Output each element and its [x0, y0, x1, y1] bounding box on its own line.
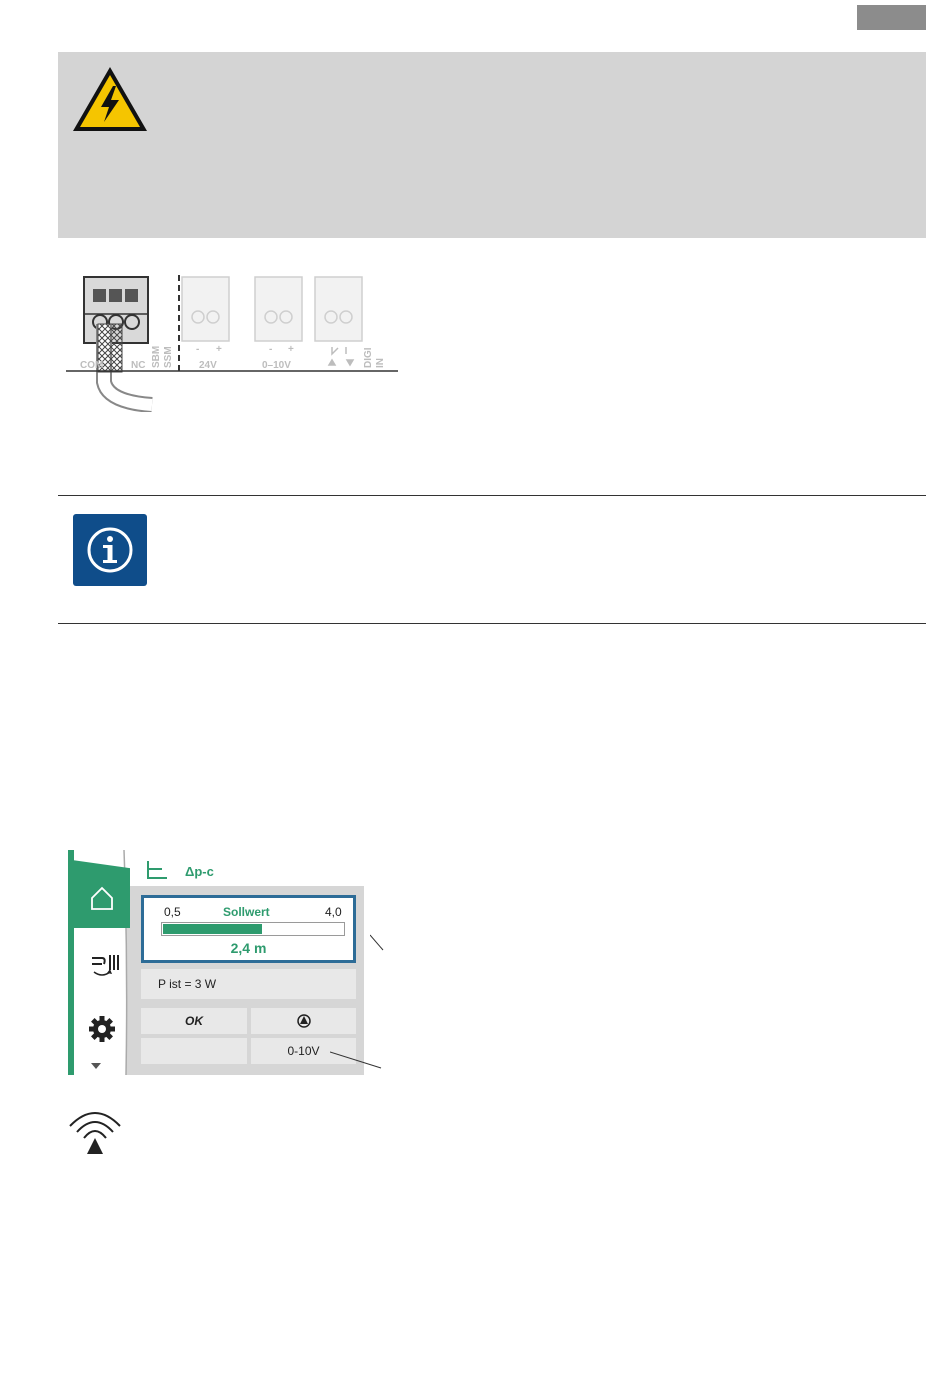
- terminal-label-sbm: SBM: [151, 345, 162, 368]
- chevron-down-icon[interactable]: [91, 1063, 101, 1069]
- terminal-label-digi: DIGI: [363, 347, 374, 368]
- wireless-signal-icon: [66, 1106, 124, 1158]
- warning-box: [58, 52, 926, 238]
- terminal-label-com: COM: [80, 360, 104, 371]
- polarity-minus-24v: -: [196, 344, 200, 355]
- gear-icon[interactable]: [88, 1015, 116, 1043]
- nav-home-tab[interactable]: [72, 860, 130, 928]
- terminal-label-24v: 24V: [199, 360, 217, 371]
- setpoint-min: 0,5: [164, 905, 181, 919]
- control-curve-icon: [146, 860, 168, 880]
- setpoint-card[interactable]: [141, 895, 356, 963]
- info-icon: [73, 514, 147, 586]
- switch-contact-icon: [329, 347, 353, 365]
- setpoint-title: Sollwert: [223, 905, 270, 919]
- pump-status-cell: [251, 1008, 356, 1034]
- callout-leader-mode: [330, 1048, 382, 1070]
- setpoint-value: 2,4 m: [230, 940, 267, 956]
- pump-display: [68, 850, 368, 1075]
- power-readout: P ist = 3 W: [141, 969, 356, 999]
- callout-leader-setpoint: [370, 932, 384, 952]
- high-voltage-warning-icon: [70, 64, 150, 134]
- status-ok: OK: [141, 1008, 247, 1034]
- setpoint-bar-fill: [163, 924, 262, 934]
- terminal-label-in: IN: [375, 358, 386, 368]
- terminal-label-ssm: SSM: [163, 346, 174, 368]
- terminal-label-nc: NC: [131, 360, 146, 371]
- pump-icon: [297, 1014, 311, 1028]
- external-control-mode: 0-10V: [251, 1038, 356, 1064]
- info-top-rule: [58, 495, 926, 496]
- polarity-plus-24v: +: [216, 344, 222, 355]
- home-icon: [89, 885, 115, 911]
- info-bottom-rule: [58, 623, 926, 624]
- pump-settings-icon[interactable]: [88, 950, 124, 978]
- terminal-block-diagram: [66, 272, 406, 412]
- polarity-plus-0-10v: +: [288, 344, 294, 355]
- control-mode-label: Δp-c: [185, 864, 214, 879]
- empty-cell: [141, 1038, 247, 1064]
- setpoint-max: 4,0: [325, 905, 342, 919]
- setpoint-bar: [161, 922, 345, 936]
- terminal-label-0-10v: 0–10V: [262, 360, 291, 371]
- polarity-minus-0-10v: -: [269, 344, 273, 355]
- page-section-tab: [857, 5, 926, 30]
